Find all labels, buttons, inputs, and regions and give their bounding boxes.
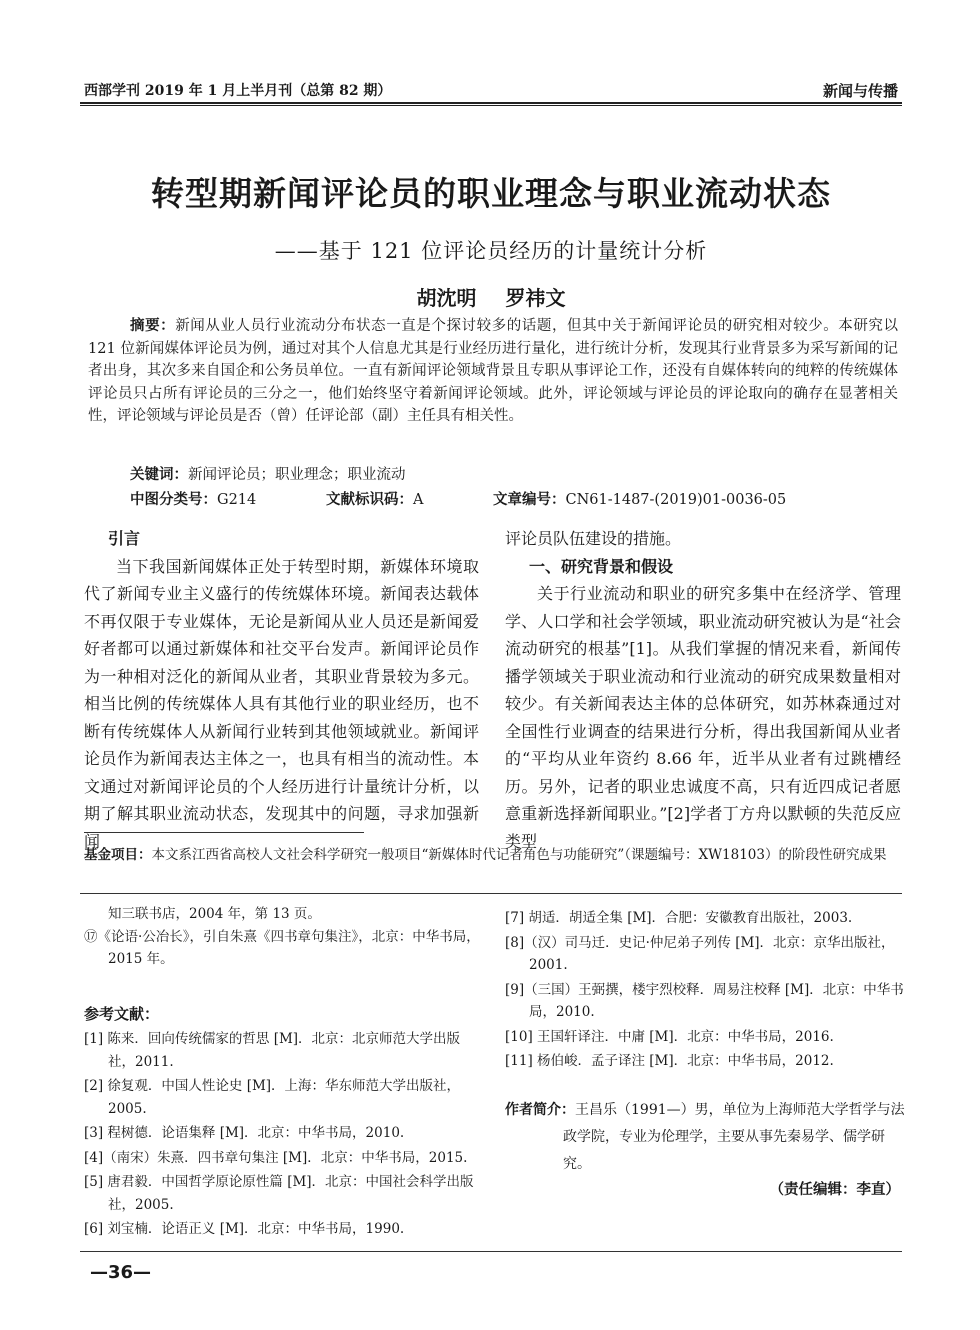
continued-text: 评论员队伍建设的措施。 [505, 529, 682, 548]
author-bio-text: 王昌乐（1991—）男，单位为上海师范大学哲学与法政学院，专业为伦理学，主要从事先秦易学、儒学研究。 [563, 1102, 905, 1172]
references-heading: 参考文献： [84, 1005, 160, 1023]
section-heading-intro: 引言 [108, 529, 141, 548]
section-header: 新闻与传播 [822, 82, 898, 100]
keywords [130, 463, 406, 484]
reference-item: [8]（汉）司马迁．史记·仲尼弟子列传 [M]．北京：京华出版社，2001. [505, 934, 895, 973]
article-title: 转型期新闻评论员的职业理念与职业流动状态 [151, 174, 831, 213]
note-item: 知三联书店，2004 年，第 13 页。 [108, 906, 321, 922]
article-number: 文章编号：CN61-1487-(2019)01-0036-05 [493, 492, 787, 508]
reference-item: [1] 陈来．回向传统儒家的哲思 [M]．北京：北京师范大学出版社，2011. [84, 1031, 461, 1070]
notes-left [84, 903, 484, 971]
reference-item: [9]（三国）王弼撰，楼宇烈校释．周易注校释 [M]．北京：中华书局，2010. [505, 981, 904, 1020]
abstract-label: 摘要： [130, 318, 176, 334]
author-bio-label: 作者简介： [505, 1102, 575, 1118]
journal-header: 西部学刊 2019 年 1 月上半月刊（总第 82 期） [84, 83, 392, 99]
reference-item: [6] 刘宝楠．论语正义 [M]．北京：中华书局，1990. [84, 1221, 405, 1237]
abstract-text: 新闻从业人员行业流动分布状态一直是个探讨较多的话题，但其中关于新闻评论员的研究相对较少。本研究以 121 位新闻媒体评论员为例，通过对其个人信息尤其是行业经历进行量化，进行统计分析，发现其行业背景多为采写新闻的记者出身，其次多来自国企和公务员单位。一直有新闻评论领域背景且专职从事评论工作，还没有自媒体转向的纯粹的传统媒体评论员只占所有评论员的三分之一，他们始终坚守着新闻评论领域。此外，评论领域与评论员的评论取向的确存在显著相关性，评论领域与评论员是否（曾）任评论部（副）主任具有相关性。 [88, 318, 899, 424]
fund-rule [80, 893, 902, 894]
doc-code: 文献标识码：A [326, 492, 424, 508]
reference-item: [5] 唐君毅．中国哲学原论原性篇 [M]．北京：中国社会科学出版社，2005. [84, 1174, 474, 1213]
fund-text: 本文系江西省高校人文社会科学研究一般项目“新媒体时代记者角色与功能研究”（课题编号：XW18103）的阶段性研究成果 [151, 847, 887, 863]
note-item: ⑰《论语·公冶长》，引自朱熹《四书章句集注》，北京：中华书局，2015 年。 [84, 928, 480, 967]
fund-label: 基金项目： [84, 847, 152, 863]
article-subtitle: ——基于 121 位评论员经历的计量统计分析 [274, 239, 708, 263]
editor-note: （责任编辑：李直） [769, 1182, 900, 1198]
body-right-column [505, 525, 901, 855]
reference-item: [2] 徐复观．中国人性论史 [M]．上海：华东师范大学出版社，2005. [84, 1078, 461, 1117]
footnote-rule [84, 832, 364, 833]
background-paragraph: 关于行业流动和职业的研究多集中在经济学、管理学、人口学和社会学领域，职业流动研究被认为是“社会流动研究的根基”[1]。从我们掌握的情况来看，新闻传播学领域关于职业流动和行业流动的研究成果数量相对较少。有关新闻表达主体的总体研究，如苏林森通过对全国性行业调查的结果进行分析，得出我国新闻从业者的“平均从业年资约 8.66 年，近半从业者有过跳槽经历。另外，记者的职业忠诚度不高，只有近四成记者愿意重新选择新闻职业。”[2]学者丁方舟以默顿的失范反应类型 [505, 584, 901, 851]
reference-item: [7] 胡适．胡适全集 [M]．合肥：安徽教育出版社，2003. [505, 910, 853, 926]
header-rule-thin [80, 105, 902, 106]
abstract [88, 315, 898, 428]
footer-rule [80, 1251, 902, 1252]
reference-item: [4]（南宋）朱熹．四书章句集注 [M]．北京：中华书局，2015. [84, 1149, 468, 1166]
page-number: —36— [90, 1262, 152, 1283]
keywords-label: 关键词： [130, 467, 188, 483]
author-bio [505, 1097, 905, 1178]
header-rule [80, 102, 902, 104]
fund-note [84, 846, 900, 865]
body-left-column [84, 525, 479, 855]
references-left [84, 1028, 484, 1243]
author-line [80, 282, 902, 311]
section-heading-background: 一、研究背景和假设 [529, 556, 674, 576]
reference-item: [10] 王国轩译注．中庸 [M]．北京：中华书局，2016. [505, 1028, 834, 1045]
author-name: 罗祎文 [505, 286, 566, 310]
keywords-text: 新闻评论员；职业理念；职业流动 [188, 467, 406, 483]
author-name: 胡沈明 [416, 286, 477, 310]
clc-code: 中图分类号：G214 [130, 492, 257, 508]
intro-paragraph: 当下我国新闻媒体正处于转型时期，新媒体环境取代了新闻专业主义盛行的传统媒体环境。新闻表达载体不再仅限于专业媒体，无论是新闻从业人员还是新闻爱好者都可以通过新媒体和社交平台发声。新闻评论员作为一种相对泛化的新闻从业者，其职业背景较为多元。相当比例的传统媒体人具有其他行业的职业经历，也不断有传统媒体人从新闻行业转到其他领域就业。新闻评论员作为新闻表达主体之一，也具有相当的流动性。本文通过对新闻评论员的个人经历进行计量统计分析，以期了解其职业流动状态，发现其中的问题，寻求加强新闻 [84, 556, 479, 851]
reference-item: [3] 程树德．论语集释 [M]．北京：中华书局，2010. [84, 1125, 405, 1141]
reference-item: [11] 杨伯峻．孟子译注 [M]．北京：中华书局，2012. [505, 1053, 834, 1069]
references-right [505, 907, 905, 1075]
